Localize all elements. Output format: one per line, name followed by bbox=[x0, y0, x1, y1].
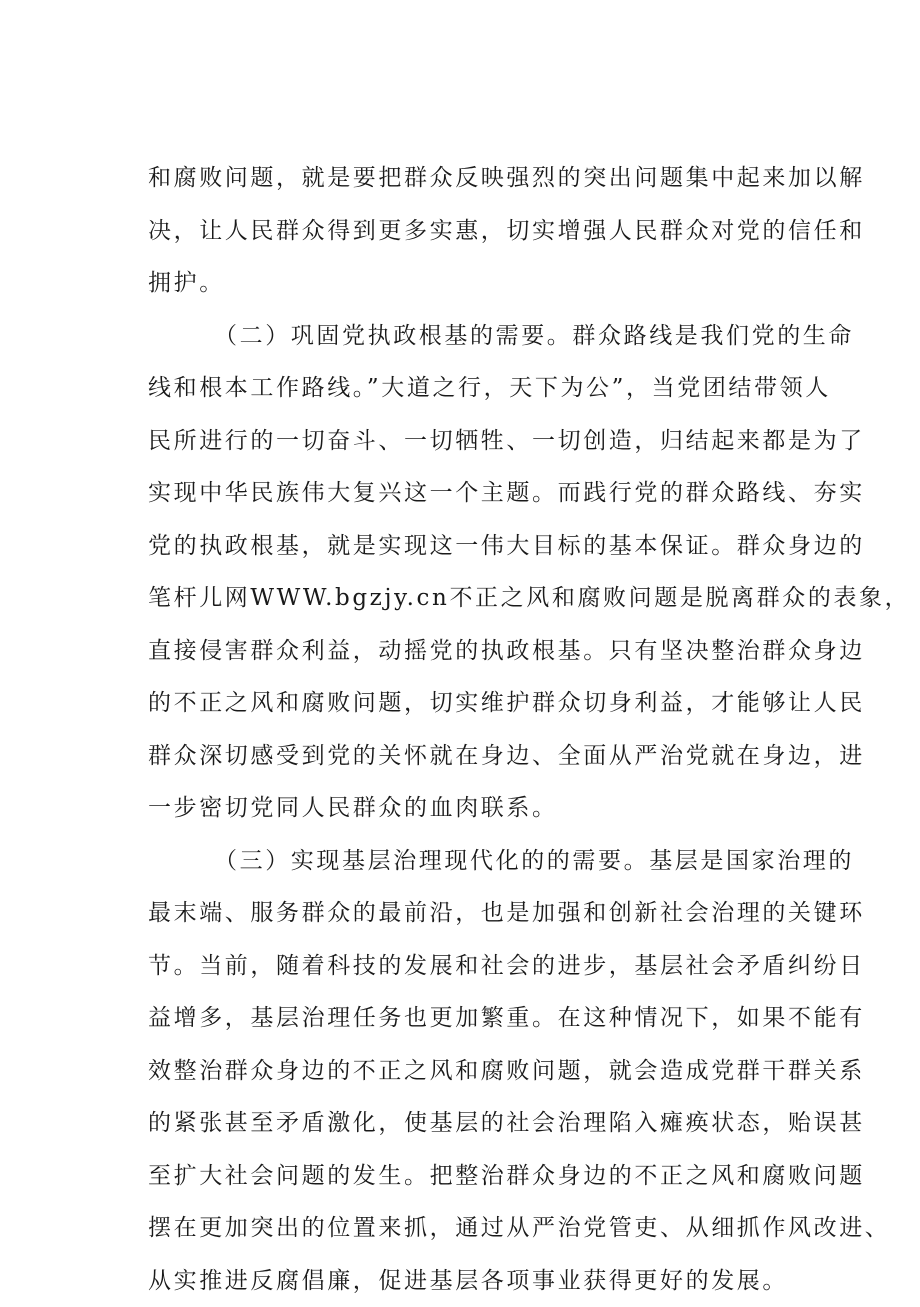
text-line: 民所进行的一切奋斗、一切牺牲、一切创造，归结起来都是为了 bbox=[148, 415, 828, 468]
text-line: 摆在更加突出的位置来抓，通过从严治党管吏、从细抓作风改进、 bbox=[148, 1202, 828, 1255]
text-line: 益增多，基层治理任务也更加繁重。在这种情况下，如果不能有 bbox=[148, 992, 828, 1045]
text-line: 线和根本工作路线。”大道之行，天下为公”，当党团结带领人 bbox=[148, 362, 828, 415]
body-text bbox=[148, 152, 828, 1307]
text-line: 决，让人民群众得到更多实惠，切实增强人民群众对党的信任和 bbox=[148, 205, 828, 258]
text-line: 的不正之风和腐败问题，切实维护群众切身利益，才能够让人民 bbox=[148, 677, 828, 730]
text-line: 党的执政根基，就是实现这一伟大目标的基本保证。群众身边的 bbox=[148, 520, 828, 573]
text-line: 最末端、服务群众的最前沿，也是加强和创新社会治理的关键环 bbox=[148, 887, 828, 940]
text-line: 和腐败问题，就是要把群众反映强烈的突出问题集中起来加以解 bbox=[148, 152, 828, 205]
text-line: 笔杆儿网WWW.bgzjy.cn不正之风和腐败问题是脱离群众的表象， bbox=[148, 572, 828, 625]
paragraph-section-3 bbox=[148, 835, 828, 1307]
text-line: 至扩大社会问题的发生。把整治群众身边的不正之风和腐败问题 bbox=[148, 1150, 828, 1203]
text-line: 群众深切感受到党的关怀就在身边、全面从严治党就在身边，进 bbox=[148, 730, 828, 783]
text-line: 的紧张甚至矛盾激化，使基层的社会治理陷入瘫痪状态，贻误甚 bbox=[148, 1097, 828, 1150]
section-heading-line: （二）巩固党执政根基的需要。群众路线是我们党的生命 bbox=[148, 310, 828, 363]
text-line: 直接侵害群众利益，动摇党的执政根基。只有坚决整治群众身边 bbox=[148, 625, 828, 678]
text-line: 节。当前，随着科技的发展和社会的进步，基层社会矛盾纠纷日 bbox=[148, 940, 828, 993]
paragraph-continuation bbox=[148, 152, 828, 310]
text-line: 一步密切党同人民群众的血肉联系。 bbox=[148, 782, 828, 835]
text-line: 实现中华民族伟大复兴这一个主题。而践行党的群众路线、夯实 bbox=[148, 467, 828, 520]
paragraph-section-2 bbox=[148, 310, 828, 835]
section-heading-line: （三）实现基层治理现代化的的需要。基层是国家治理的 bbox=[148, 835, 828, 888]
text-line: 拥护。 bbox=[148, 257, 828, 310]
text-line: 效整治群众身边的不正之风和腐败问题，就会造成党群干群关系 bbox=[148, 1045, 828, 1098]
text-line: 从实推进反腐倡廉，促进基层各项事业获得更好的发展。 bbox=[148, 1255, 828, 1307]
